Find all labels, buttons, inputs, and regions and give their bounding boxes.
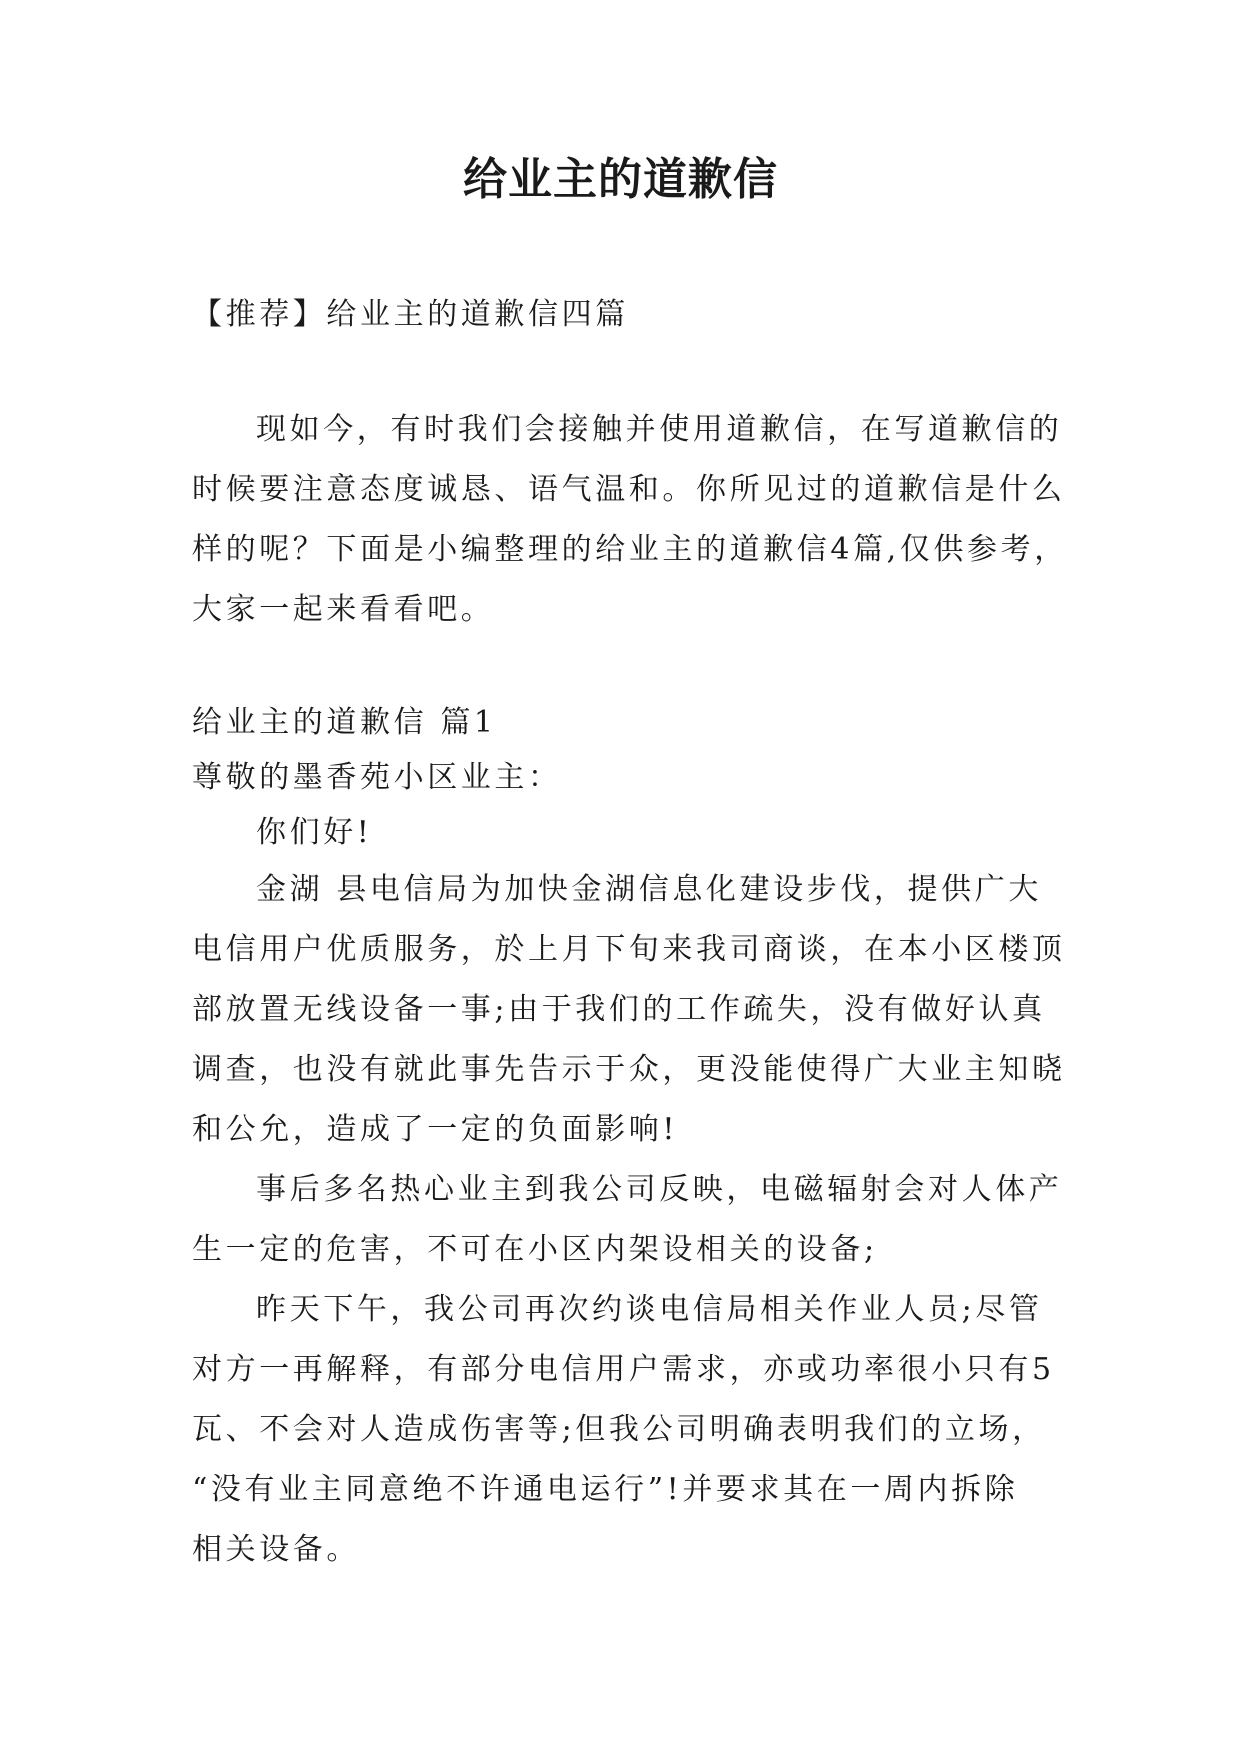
document-title: 给业主的道歉信 — [463, 154, 778, 205]
paragraph1-line: 金湖 县电信局为加快金湖信息化建设步伐，提供广大 — [256, 872, 1042, 907]
intro-line: 样的呢？下面是小编整理的给业主的道歉信4篇,仅供参考， — [192, 532, 1068, 567]
paragraph2-line: 生一定的危害，不可在小区内架设相关的设备; — [192, 1232, 878, 1267]
paragraph1-line: 调查，也没有就此事先告示于众，更没能使得广大业主知晓 — [192, 1052, 1066, 1087]
paragraph1-line: 和公允，造成了一定的负面影响! — [192, 1112, 679, 1147]
paragraph1-line: 电信用户优质服务，於上月下旬来我司商谈，在本小区楼顶 — [192, 932, 1066, 967]
intro-line: 大家一起来看看吧。 — [192, 592, 495, 627]
intro-line: 现如今，有时我们会接触并使用道歉信，在写道歉信的 — [256, 412, 1063, 447]
document-subtitle: 【推荐】给业主的道歉信四篇 — [192, 297, 629, 332]
letter-article — [192, 695, 1066, 1580]
paragraph1-line: 部放置无线设备一事;由于我们的工作疏失，没有做好认真 — [192, 992, 1046, 1027]
letter-salutation: 尊敬的墨香苑小区业主： — [192, 760, 562, 795]
letter-greeting: 你们好! — [256, 815, 373, 850]
paragraph3-line: 对方一再解释，有部分电信用户需求，亦或功率很小只有5 — [192, 1352, 1055, 1387]
paragraph2-line: 事后多名热心业主到我公司反映，电磁辐射会对人体产 — [256, 1172, 1063, 1207]
intro-line: 时候要注意态度诚恳、语气温和。你所见过的道歉信是什么 — [192, 472, 1066, 507]
paragraph3-line: “没有业主同意绝不许通电运行”!并要求其在一周内拆除 — [192, 1472, 1019, 1507]
paragraph3-line: 瓦、不会对人造成伤害等;但我公司明确表明我们的立场， — [192, 1412, 1046, 1447]
paragraph3-line: 相关设备。 — [192, 1532, 360, 1567]
intro-paragraph — [192, 400, 1068, 640]
paragraph3-line: 昨天下午，我公司再次约谈电信局相关作业人员;尽管 — [256, 1292, 1043, 1327]
section-heading: 给业主的道歉信 篇1 — [192, 705, 497, 740]
